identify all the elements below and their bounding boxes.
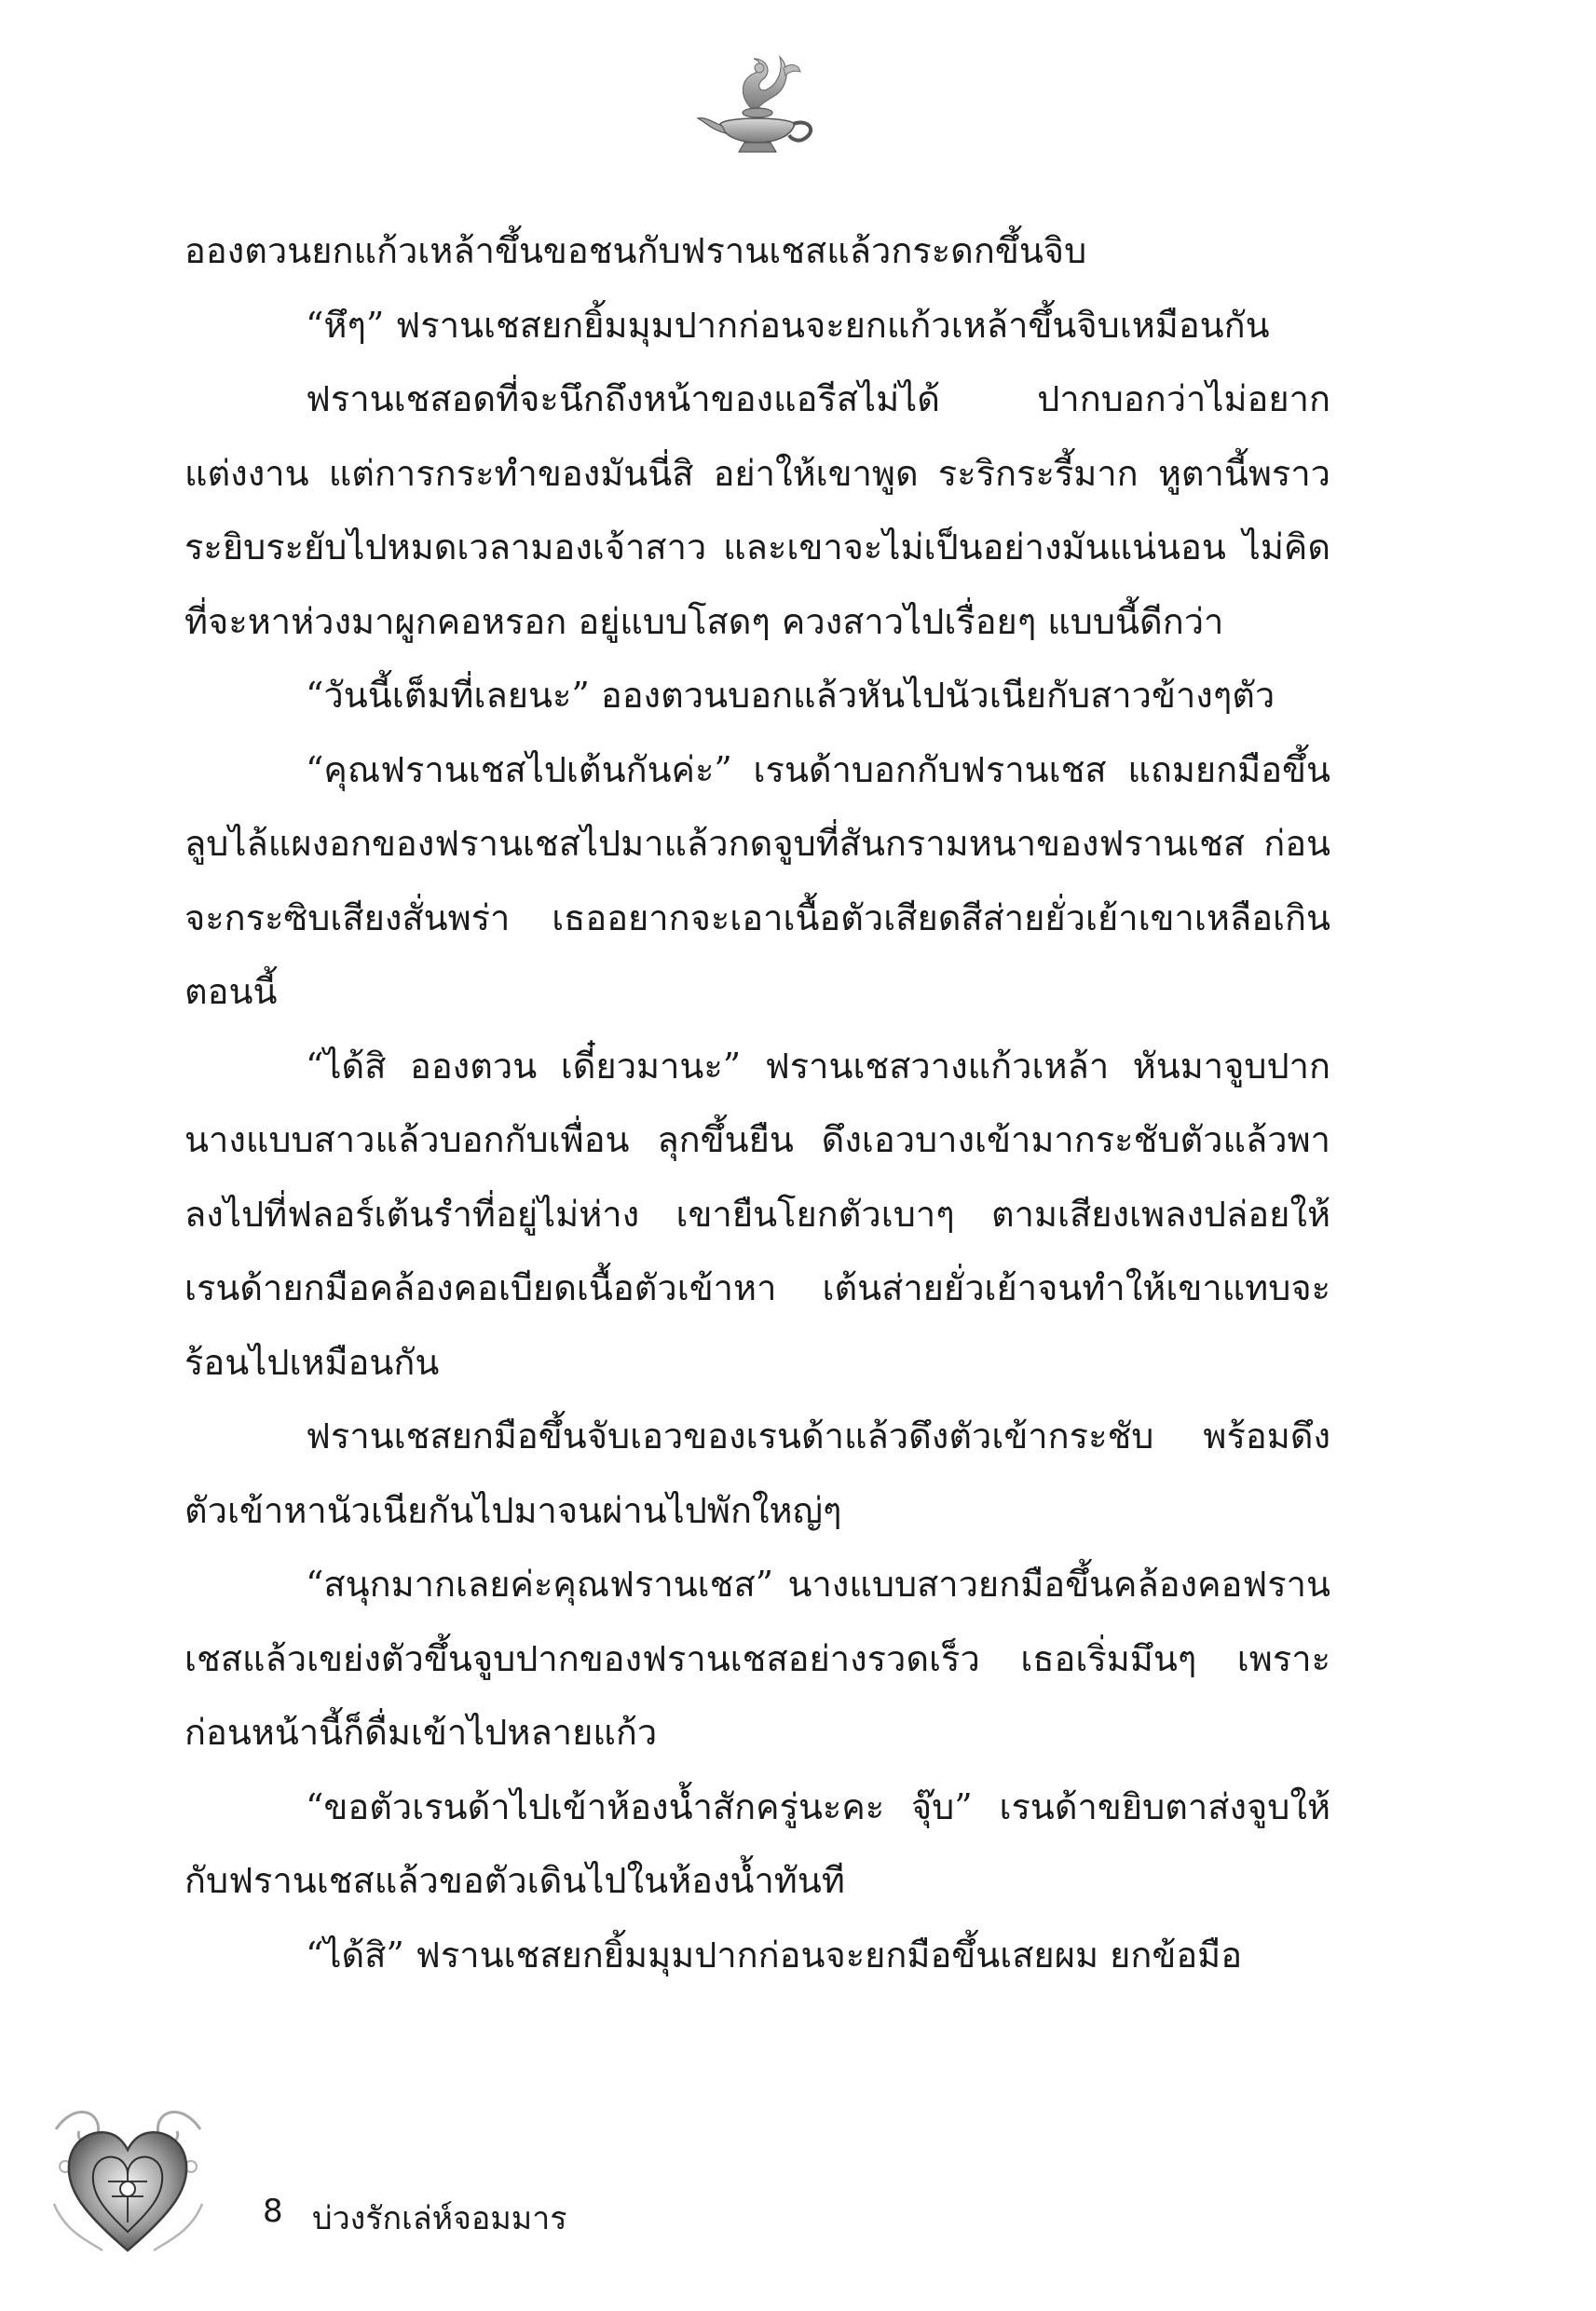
paragraph: “หึๆ” ฟรานเชสยกยิ้มมุมปากก่อนจะยกแก้วเหล้าขึ้นจิบเหมือนกัน — [306, 304, 1270, 346]
body-text — [184, 214, 1330, 1992]
paragraph: “ได้สิ” ฟรานเชสยกยิ้มมุมปากก่อนจะยกมือขึ้นเสยผม ยกข้อมือ — [306, 1934, 1243, 1976]
paragraph: “วันนี้เต็มที่เลยนะ” อองตวนบอกแล้วหันไปนัวเนียกับสาวข้างๆตัว — [306, 675, 1275, 716]
paragraph: ฟรานเชสอดที่จะนึกถึงหน้าของแอรีสไม่ได้ ปากบอกว่าไม่อยากแต่งงาน แต่การกระทำของมันนี่สิ อย่าให้เขาพูด ระริกระรี้มาก หูตานี้พราวระยิบระยับไปหมดเวลามองเจ้าสาว และเขาจะไม่เป็นอย่างมันแน่นอน ไม่คิดที่จะหาห่วงมาผูกคอหรอก อยู่แบบโสดๆ ควงสาวไปเรื่อยๆ แบบนี้ดีกว่า — [184, 378, 1330, 642]
book-title: บ่วงรักเล่ห์จอมมาร — [312, 2200, 567, 2237]
genie-lamp-icon — [694, 51, 825, 163]
paragraph: ฟรานเชสยกมือขึ้นจับเอวของเรนด้าแล้วดึงตัวเข้ากระชับ พร้อมดึงตัวเข้าหานัวเนียกันไปมาจนผ่านไปพักใหญ่ๆ — [184, 1415, 1330, 1531]
page-number: 8 — [263, 2193, 283, 2230]
page-footer — [47, 2092, 699, 2278]
heart-ornament-icon — [47, 2092, 210, 2269]
paragraph: อองตวนยกแก้วเหล้าขึ้นขอชนกับฟรานเชสแล้วกระดกขึ้นจิบ — [184, 230, 1087, 271]
paragraph: “คุณฟรานเชสไปเต้นกันค่ะ” เรนด้าบอกกับฟรานเชส แถมยกมือขึ้นลูบไล้แผงอกของฟรานเชสไปมาแล้วกดจูบที่สันกรามหนาของฟรานเชส ก่อนจะกระซิบเสียงสั่นพร่า เธออยากจะเอาเนื้อตัวเสียดสีส่ายยั่วเย้าเขาเหลือเกินตอนนี้ — [184, 748, 1330, 1012]
paragraph: “ได้สิ อองตวน เดี๋ยวมานะ” ฟรานเชสวางแก้วเหล้า หันมาจูบปากนางแบบสาวแล้วบอกกับเพื่อน ลุกขึ้นยืน ดึงเอวบางเข้ามากระชับตัวแล้วพาลงไปที่ฟลอร์เต้นรำที่อยู่ไม่ห่าง เขายืนโยกตัวเบาๆ ตามเสียงเพลงปล่อยให้เรนด้ายกมือคล้องคอเบียดเนื้อตัวเข้าหา เต้นส่ายยั่วเย้าจนทำให้เขาแทบจะร้อนไปเหมือนกัน — [184, 1045, 1330, 1383]
paragraph: “สนุกมากเลยค่ะคุณฟรานเชส” นางแบบสาวยกมือขึ้นคล้องคอฟรานเชสแล้วเขย่งตัวขึ้นจูบปากของฟรานเชสอย่างรวดเร็ว เธอเริ่มมึนๆ เพราะก่อนหน้านี้ก็ดื่มเข้าไปหลายแก้ว — [184, 1564, 1330, 1753]
paragraph: “ขอตัวเรนด้าไปเข้าห้องน้ำสักครู่นะคะ จุ๊บ” เรนด้าขยิบตาส่งจูบให้กับฟรานเชสแล้วขอตัวเดินไปในห้องน้ำทันที — [184, 1785, 1330, 1901]
